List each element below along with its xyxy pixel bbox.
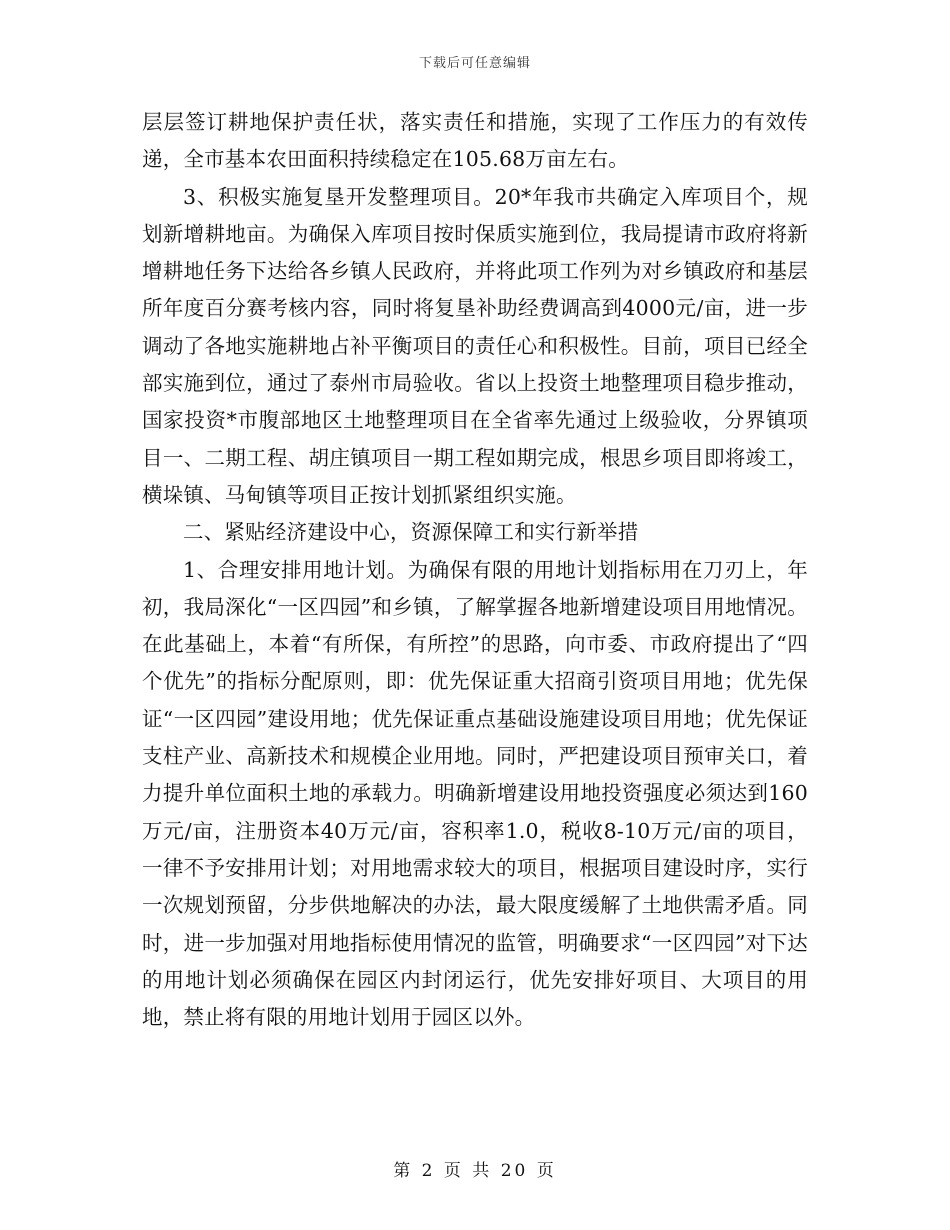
paragraph-land-use-plan: 1、合理安排用地计划。为确保有限的用地计划指标用在刀刃上，年初，我局深化“一区四园”和乡镇，了解掌握各地新增建设项目用地情况。在此基础上，本着“有所保，有所控”的思路，向市委、市政府提出了“四个优先”的指标分配原则，即：优先保证重大招商引资项目用地；优先保证“一区四园”建设用地；优先保证重点基础设施建设项目用地；优先保证支柱产业、高新技术和规模企业用地。同时，严把建设项目预审关口，着力提升单位面积土地的承载力。明确新增建设用地投资强度必须达到160万元/亩，注册资本40万元/亩，容积率1.0，税收8-10万元/亩的项目，一律不予安排用计划；对用地需求较大的项目，根据项目建设时序，实行一次规划预留，分步供地解决的办法，最大限度缓解了土地供需矛盾。同时，进一步加强对用地指标使用情况的监管，明确要求“一区四园”对下达的用地计划必须确保在园区内封闭运行，优先安排好项目、大项目的用地，禁止将有限的用地计划用于园区以外。 xyxy=(142,557,808,1030)
section-heading-resource-guarantee: 二、紧贴经济建设中心，资源保障工和实行新举措 xyxy=(183,520,639,545)
document-body xyxy=(142,104,808,1036)
page-number: 第 2 页 共 20 页 xyxy=(393,1161,557,1181)
download-edit-note: 下载后可任意编辑 xyxy=(418,56,531,71)
paragraph-reclamation-projects: 3、积极实施复垦开发整理项目。20*年我市共确定入库项目个，规划新增耕地亩。为确保入库项目按时保质实施到位，我局提请市政府将新增耕地任务下达给各乡镇人民政府，并将此项工作列为对乡镇政府和基层所年度百分赛考核内容，同时将复垦补助经费调高到4000元/亩，进一步调动了各地实施耕地占补平衡项目的责任心和积极性。目前，项目已经全部实施到位，通过了泰州市局验收。省以上投资土地整理项目稳步推动，国家投资*市腹部地区土地整理项目在全省率先通过上级验收，分界镇项目一、二期工程、胡庄镇项目一期工程如期完成，根思乡项目即将竣工，横垛镇、马甸镇等项目正按计划抓紧组织实施。 xyxy=(142,184,808,507)
paragraph-continuation: 层层签订耕地保护责任状，落实责任和措施，实现了工作压力的有效传递，全市基本农田面积持续稳定在105.68万亩左右。 xyxy=(142,110,808,172)
